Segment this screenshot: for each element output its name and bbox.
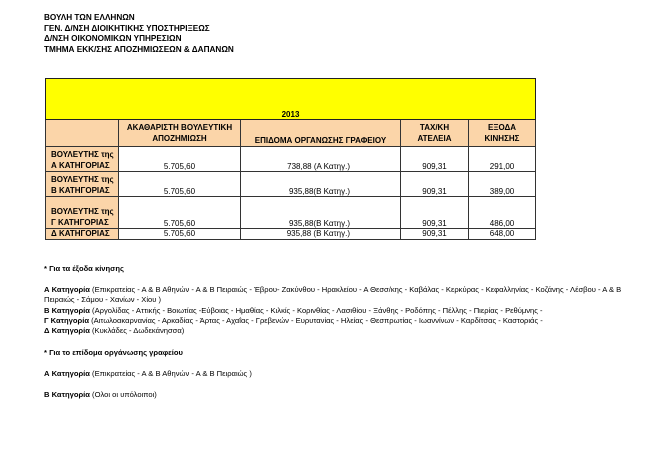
table-row [46, 172, 536, 197]
cell: 909,31 [401, 197, 469, 229]
cell: 486,00 [469, 197, 536, 229]
travel-note-title: * Για τα έξοδα κίνησης [44, 264, 124, 273]
column-header: ΕΞΟΔΑ ΚΙΝΗΣΗΣ [469, 120, 536, 147]
table-row [46, 229, 536, 240]
cell: 5.705,60 [119, 197, 241, 229]
column-header: ΑΚΑΘΑΡΙΣΤΗ ΒΟΥΛΕΥΤΙΚΗ ΑΠΟΖΗΜΙΩΣΗ [119, 120, 241, 147]
category-line: Β Κατηγορία (Ολοι οι υπόλοιποι) [44, 390, 157, 399]
category-line: Γ Κατηγορία (Αιτωλοακαρνανίας - Αρκαδίας - Άρτας - Αχαΐας - Γρεβενών - Ευρυτανίας - Ηλείας - Θεσπρωτίας - Ιωαννίνων - Καρδίτσας - Καστοριάς - [44, 315, 543, 325]
cell: 5.705,60 [119, 229, 241, 240]
office-note-title: * Για το επίδομα οργάνωσης γραφείου [44, 348, 183, 357]
category-line: Β Κατηγορία (Αργολίδας - Αττικής - Βοιωτίας -Εύβοιας - Ημαθίας - Κιλκίς - Κορινθίας - Λασιθίου - Ξάνθης - Ροδόπης - Πέλλης - Πιερίας - Ρεθύμνης - [44, 305, 543, 315]
cell: 935,88(Β Κατηγ.) [241, 197, 401, 229]
cell: 935,88(Β Κατηγ.) [241, 172, 401, 197]
table-row [46, 197, 536, 229]
cell: 389,00 [469, 172, 536, 197]
category-line: Δ Κατηγορία (Κυκλάδες - Δωδεκάνησσα) [44, 326, 185, 336]
category-line: Α Κατηγορία (Επικρατείας - Α & Β Αθηνών - Α & Β Πειραιώς - Έβρου- Ζακύνθου - Ηρακλείου - Α Θεσσ/κης - Καβάλας - Κερκύρας - Κεφαλληνίας - Κοζάνης - Λέσβου - Α & Β Πειραιώς - Σάμου - Χανίων - Χίου ) [44, 285, 622, 305]
category-line: Α Κατηγορία (Επικρατείας - Α & Β Αθηνών - Α & Β Πειραιώς ) [44, 369, 252, 378]
travel-categories [44, 285, 624, 336]
cell: 909,31 [401, 229, 469, 240]
row-label: Δ ΚΑΤΗΓΟΡΙΑΣ [46, 229, 119, 240]
cell: 909,31 [401, 172, 469, 197]
row-label: ΒΟΥΛΕΥΤΗΣ της Β ΚΑΤΗΓΟΡΙΑΣ [46, 172, 119, 197]
header-line: ΒΟΥΛΗ ΤΩΝ ΕΛΛΗΝΩΝ [44, 13, 135, 22]
header-line: Δ/ΝΣΗ ΟΙΚΟΝΟΜΙΚΩΝ ΥΠΗΡΕΣΙΩΝ [44, 34, 182, 43]
cell: 738,88 (Α Κατηγ.) [241, 147, 401, 172]
header-line: ΓΕΝ. Δ/ΝΣΗ ΔΙΟΙΚΗΤΙΚΗΣ ΥΠΟΣΤΗΡΙΞΕΩΣ [44, 23, 210, 33]
cell: 648,00 [469, 229, 536, 240]
cell: 5.705,60 [119, 147, 241, 172]
column-header: ΕΠΙΔΟΜΑ ΟΡΓΑΝΩΣΗΣ ΓΡΑΦΕΙΟΥ [241, 120, 401, 147]
header-line: ΤΜΗΜΑ ΕΚΚ/ΣΗΣ ΑΠΟΖΗΜΙΩΣΕΩΝ & ΔΑΠΑΝΩΝ [44, 44, 234, 54]
cell: 5.705,60 [119, 172, 241, 197]
corner-cell [46, 120, 119, 147]
document-header [44, 13, 234, 55]
row-label: ΒΟΥΛΕΥΤΗΣ της Α ΚΑΤΗΓΟΡΙΑΣ [46, 147, 119, 172]
cell: 935,88 (Β Κατηγ.) [241, 229, 401, 240]
year-cell: 2013 [46, 79, 536, 120]
allowances-table [45, 78, 536, 240]
cell: 291,00 [469, 147, 536, 172]
cell: 909,31 [401, 147, 469, 172]
row-label: ΒΟΥΛΕΥΤΗΣ της Γ ΚΑΤΗΓΟΡΙΑΣ [46, 197, 119, 229]
table-row [46, 147, 536, 172]
column-header: ΤΑΧ/ΚΗ ΑΤΕΛΕΙΑ [401, 120, 469, 147]
